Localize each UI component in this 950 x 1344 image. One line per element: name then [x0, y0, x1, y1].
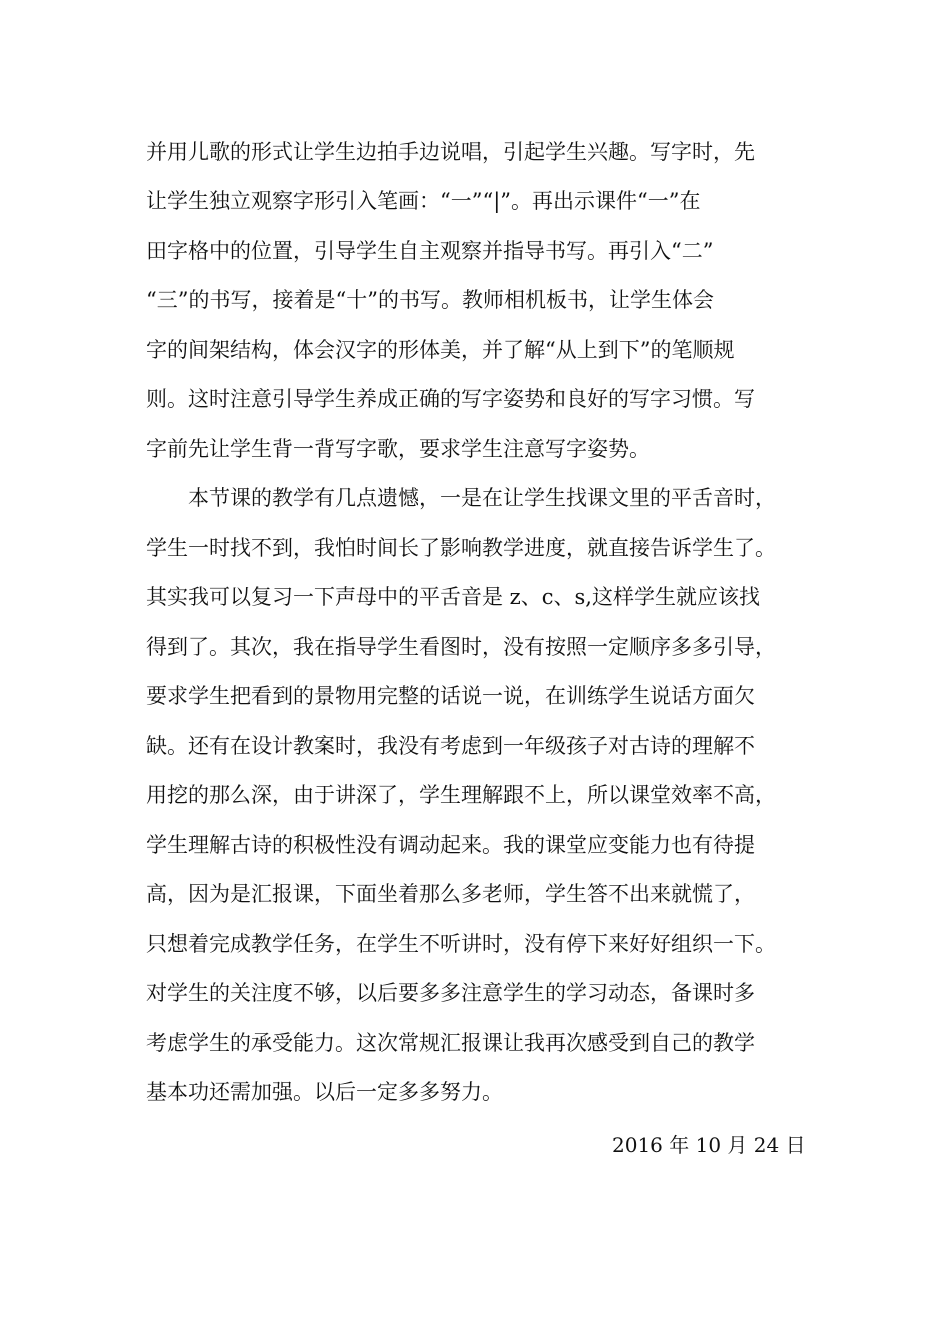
- text-line: 田字格中的位置，引导学生自主观察并指导书写。再引入“二”: [146, 239, 714, 263]
- text-line: 则。这时注意引导学生养成正确的写字姿势和良好的写字习惯。写: [146, 387, 755, 411]
- text-line: 学生一时找不到，我怕时间长了影响教学进度，就直接告诉学生了。: [146, 536, 776, 560]
- text-line: 缺。还有在设计教案时，我没有考虑到一年级孩子对古诗的理解不: [146, 734, 755, 758]
- text-line: 让学生独立观察字形引入笔画：“一”“|”。再出示课件“一”在: [146, 189, 701, 213]
- text-line: 用挖的那么深，由于讲深了，学生理解跟不上，所以课堂效率不高，: [146, 783, 776, 807]
- text-line: 得到了。其次，我在指导学生看图时，没有按照一定顺序多多引导，: [146, 635, 776, 659]
- text-line: 字前先让学生背一背写字歌，要求学生注意写字姿势。: [146, 437, 650, 461]
- text-line: 本节课的教学有几点遗憾，一是在让学生找课文里的平舌音时，: [188, 486, 776, 510]
- text-line: 对学生的关注度不够，以后要多多注意学生的学习动态，备课时多: [146, 981, 755, 1005]
- text-line: 学生理解古诗的积极性没有调动起来。我的课堂应变能力也有待提: [146, 833, 755, 857]
- text-line: 考虑学生的承受能力。这次常规汇报课让我再次感受到自己的教学: [146, 1031, 755, 1055]
- text-line: 只想着完成教学任务，在学生不听讲时，没有停下来好好组织一下。: [146, 932, 776, 956]
- text-line: 其实我可以复习一下声母中的平舌音是 z、c、s,这样学生就应该找: [146, 585, 760, 609]
- text-line: 基本功还需加强。以后一定多多努力。: [146, 1080, 503, 1104]
- text-line: 字的间架结构，体会汉字的形体美，并了解“从上到下”的笔顺规: [146, 338, 735, 362]
- text-line: 要求学生把看到的景物用完整的话说一说，在训练学生说话方面欠: [146, 684, 755, 708]
- text-line: 并用儿歌的形式让学生边拍手边说唱，引起学生兴趣。写字时，先: [146, 140, 755, 164]
- text-line: 高，因为是汇报课，下面坐着那么多老师，学生答不出来就慌了，: [146, 882, 755, 906]
- document-date: 2016 年 10 月 24 日: [612, 1133, 806, 1157]
- text-line: “三”的书写，接着是“十”的书写。教师相机板书，让学生体会: [146, 288, 714, 312]
